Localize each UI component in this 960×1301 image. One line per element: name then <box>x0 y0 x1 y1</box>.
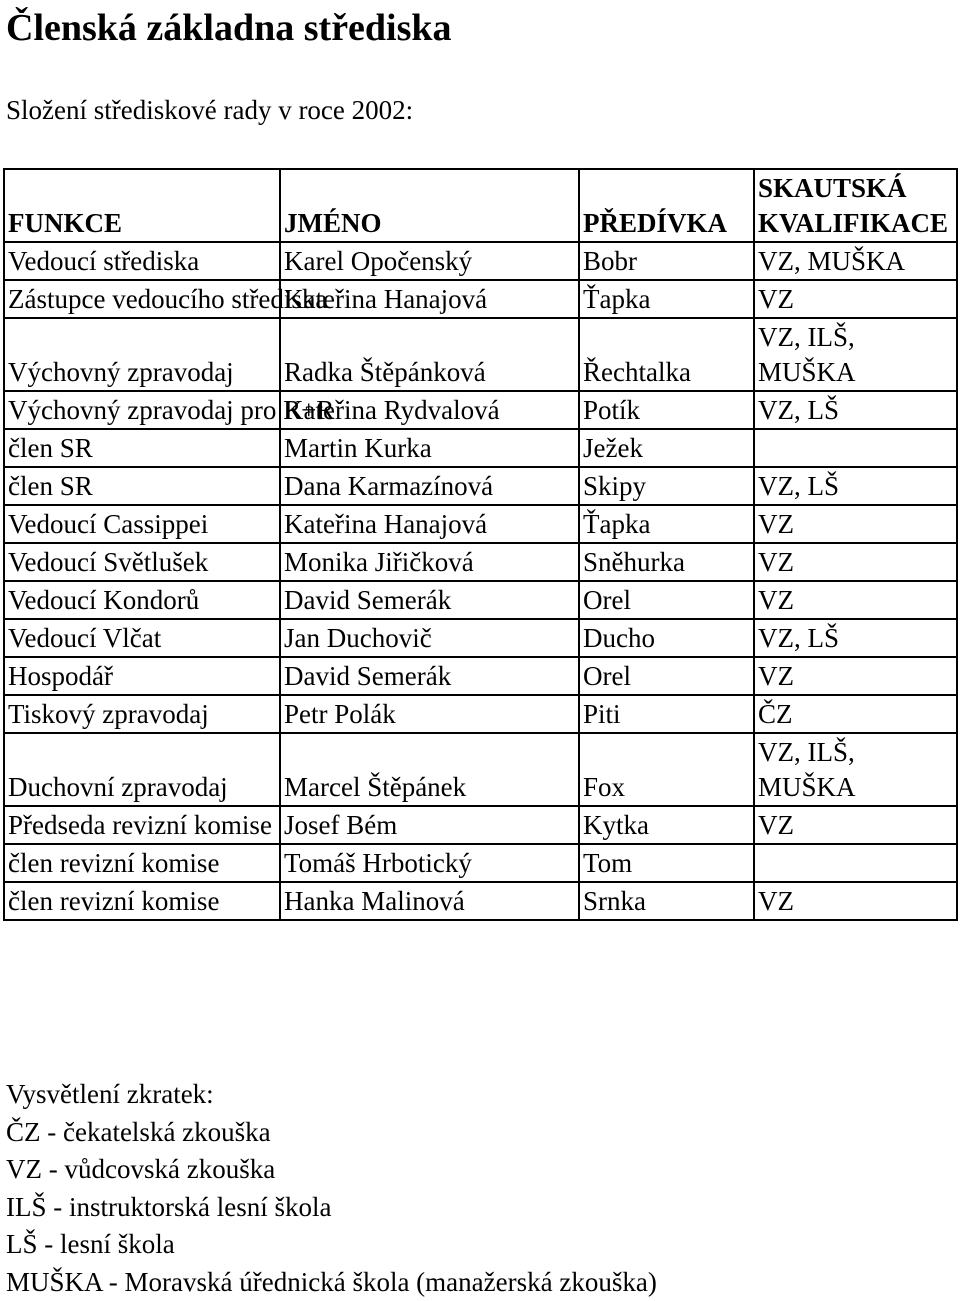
cell-kvalifikace: VZ <box>754 280 957 318</box>
table-row <box>4 581 957 619</box>
council-table <box>3 168 958 921</box>
cell-jmeno: Monika Jiřičková <box>280 543 579 581</box>
header-funkce: FUNKCE <box>4 169 280 242</box>
cell-funkce: Vedoucí Vlčat <box>4 619 280 657</box>
table-row <box>4 543 957 581</box>
cell-funkce: člen revizní komise <box>4 882 280 920</box>
table-row <box>4 695 957 733</box>
cell-funkce: Vedoucí střediska <box>4 242 280 280</box>
cell-funkce: Duchovní zpravodaj <box>4 733 280 806</box>
legend-item: LŠ - lesní škola <box>6 1229 175 1259</box>
cell-jmeno: Tomáš Hrbotický <box>280 844 579 882</box>
legend-title: Vysvětlení zkratek: <box>6 1079 214 1109</box>
cell-kvalifikace: VZ, MUŠKA <box>754 242 957 280</box>
table-row <box>4 391 957 429</box>
legend-item: ILŠ - instruktorská lesní škola <box>6 1191 332 1222</box>
cell-funkce: Tiskový zpravodaj <box>4 695 280 733</box>
page-title: Členská základna střediska <box>6 7 452 49</box>
table-row <box>4 806 957 844</box>
cell-funkce: Výchovný zpravodaj <box>4 318 280 391</box>
cell-funkce: člen revizní komise <box>4 844 280 882</box>
cell-kvalifikace: VZ <box>754 806 957 844</box>
cell-funkce: Vedoucí Cassippei <box>4 505 280 543</box>
cell-predivka: Skipy <box>579 467 754 505</box>
cell-funkce: Zástupce vedoucího střediska <box>4 280 280 318</box>
cell-kvalifikace: VZ <box>754 543 957 581</box>
header-jmeno: JMÉNO <box>280 169 579 242</box>
cell-predivka: Tom <box>579 844 754 882</box>
abbreviation-legend <box>6 1076 657 1301</box>
cell-jmeno: Marcel Štěpánek <box>280 733 579 806</box>
cell-predivka: Řechtalka <box>579 318 754 391</box>
table-body <box>4 242 957 920</box>
cell-predivka: Sněhurka <box>579 543 754 581</box>
cell-funkce: Výchovný zpravodaj pro R+R <box>4 391 280 429</box>
cell-predivka: Ťapka <box>579 505 754 543</box>
cell-predivka: Piti <box>579 695 754 733</box>
table-row <box>4 844 957 882</box>
cell-predivka: Kytka <box>579 806 754 844</box>
cell-jmeno: Radka Štěpánková <box>280 318 579 391</box>
table-row <box>4 619 957 657</box>
cell-jmeno: David Semerák <box>280 657 579 695</box>
cell-predivka: Srnka <box>579 882 754 920</box>
cell-predivka: Ťapka <box>579 280 754 318</box>
cell-predivka: Orel <box>579 657 754 695</box>
table-row <box>4 467 957 505</box>
cell-funkce: člen SR <box>4 429 280 467</box>
cell-predivka: Potík <box>579 391 754 429</box>
cell-jmeno: Karel Opočenský <box>280 242 579 280</box>
cell-jmeno: Martin Kurka <box>280 429 579 467</box>
cell-kvalifikace: VZ, ILŠ, MUŠKA <box>754 733 957 806</box>
cell-kvalifikace: VZ <box>754 505 957 543</box>
table-header-row <box>4 169 957 242</box>
cell-jmeno: Dana Karmazínová <box>280 467 579 505</box>
table-row <box>4 429 957 467</box>
cell-kvalifikace: VZ, LŠ <box>754 391 957 429</box>
cell-jmeno: Jan Duchovič <box>280 619 579 657</box>
cell-kvalifikace: VZ, LŠ <box>754 467 957 505</box>
legend-item: VZ - vůdcovská zkouška <box>6 1154 276 1184</box>
header-kvalifikace: SKAUTSKÁ KVALIFIKACE <box>754 169 957 242</box>
cell-funkce: Vedoucí Kondorů <box>4 581 280 619</box>
cell-predivka: Bobr <box>579 242 754 280</box>
cell-jmeno: Hanka Malinová <box>280 882 579 920</box>
cell-predivka: Orel <box>579 581 754 619</box>
legend-item: ČZ - čekatelská zkouška <box>6 1116 271 1147</box>
table-row <box>4 882 957 920</box>
cell-kvalifikace: VZ, ILŠ, MUŠKA <box>754 318 957 391</box>
legend-item: MUŠKA - Moravská úřednická škola (manažerská zkouška) <box>6 1266 657 1297</box>
cell-kvalifikace: VZ <box>754 657 957 695</box>
table-row <box>4 657 957 695</box>
table-row <box>4 733 957 806</box>
table-row <box>4 280 957 318</box>
cell-kvalifikace: VZ, LŠ <box>754 619 957 657</box>
cell-predivka: Ducho <box>579 619 754 657</box>
table-row <box>4 505 957 543</box>
subtitle: Složení střediskové rady v roce 2002: <box>6 95 414 125</box>
cell-funkce: člen SR <box>4 467 280 505</box>
cell-funkce: Předseda revizní komise <box>4 806 280 844</box>
cell-kvalifikace <box>754 429 957 467</box>
cell-predivka: Ježek <box>579 429 754 467</box>
table-row <box>4 242 957 280</box>
cell-funkce: Hospodář <box>4 657 280 695</box>
cell-kvalifikace: VZ <box>754 581 957 619</box>
cell-jmeno: Josef Bém <box>280 806 579 844</box>
table-row <box>4 318 957 391</box>
cell-kvalifikace: VZ <box>754 882 957 920</box>
cell-jmeno: Kateřina Hanajová <box>280 505 579 543</box>
cell-kvalifikace: ČZ <box>754 695 957 733</box>
cell-funkce: Vedoucí Světlušek <box>4 543 280 581</box>
cell-jmeno: Kateřina Rydvalová <box>280 391 579 429</box>
cell-jmeno: Kateřina Hanajová <box>280 280 579 318</box>
header-predivka: PŘEDÍVKA <box>579 169 754 242</box>
cell-jmeno: David Semerák <box>280 581 579 619</box>
cell-kvalifikace <box>754 844 957 882</box>
cell-jmeno: Petr Polák <box>280 695 579 733</box>
cell-predivka: Fox <box>579 733 754 806</box>
